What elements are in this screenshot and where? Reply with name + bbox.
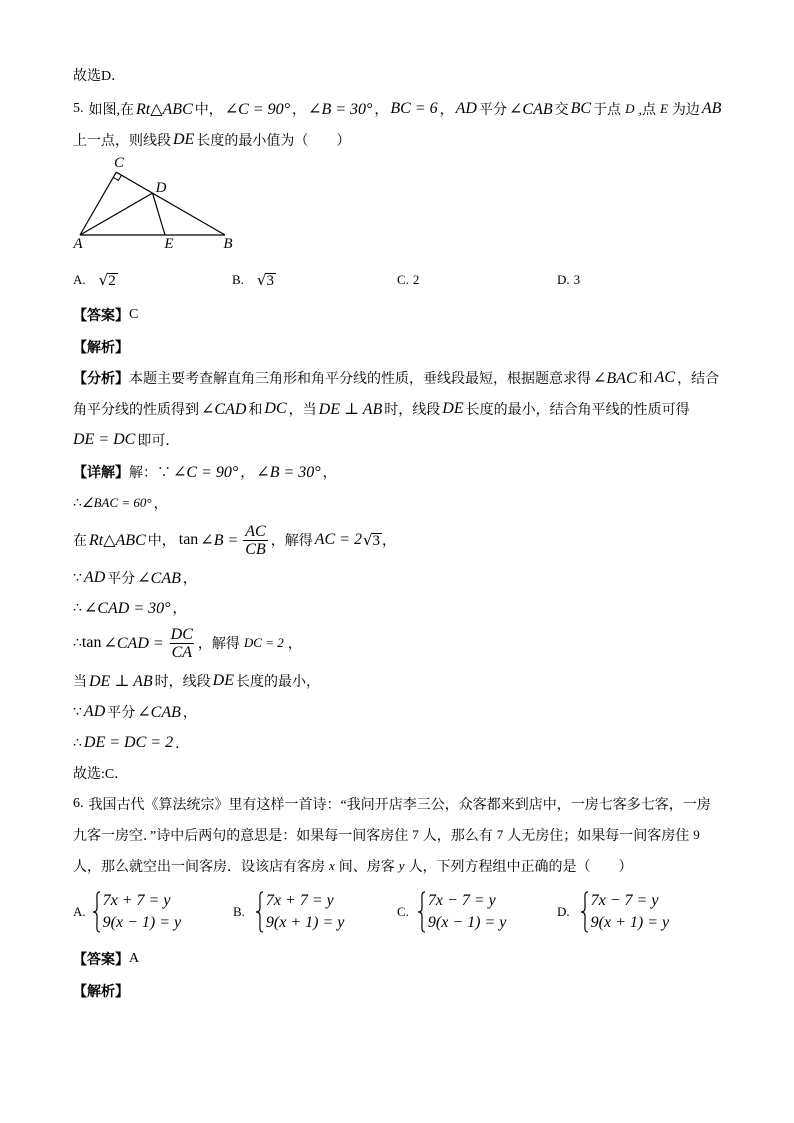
detail-text: ∴ (73, 600, 82, 616)
stem-text: ， (374, 103, 389, 118)
detail-text: 当 (73, 675, 87, 690)
detail-text: 中， (147, 534, 176, 549)
math-expression: AC = 2 (314, 531, 362, 548)
math-expression: ∠B = (200, 532, 239, 549)
solution-tag: 【解析】 (73, 341, 129, 356)
option-label: A. (73, 272, 86, 287)
math-expression: AD (455, 100, 477, 117)
q5-detail-line-6 (73, 623, 302, 663)
stem-text: ,点 (638, 103, 656, 118)
analysis-text: 本题主要考查解直角三角形和角平分线的性质，垂线段最短，根据题意求得 (129, 372, 591, 387)
question-number: 5. (73, 101, 84, 116)
detail-text: ∵ (73, 704, 82, 720)
math-expression: ∠CAB (137, 570, 181, 587)
q5-option-a (73, 270, 118, 290)
option-label: A. (73, 904, 86, 919)
equation: 7x − 7 = y (427, 892, 496, 909)
analysis-text: 和 (248, 403, 263, 418)
math-expression: Rt△ABC (89, 532, 146, 549)
q5-option-c (397, 270, 419, 290)
detail-text: 长度的最小， (235, 675, 320, 690)
stem-text: 于点 (593, 103, 622, 118)
detail-text: 平分 (107, 706, 136, 721)
detail-text: ∴ (73, 735, 82, 751)
option-label: D. (557, 904, 570, 919)
stem-text: 交 (554, 103, 569, 118)
vertex-label-a: A (73, 236, 83, 252)
number-value: 7 (496, 827, 504, 842)
detail-text: ∴ (73, 635, 82, 651)
q6-option-c (397, 890, 506, 934)
detail-text: 在 (73, 534, 87, 549)
q6-answer-line (73, 949, 139, 969)
math-expression: ∠B = 30° (308, 101, 373, 118)
prev-conclusion-line (73, 65, 125, 85)
analysis-text: 长度的最小，结合角平线的性质可得 (465, 403, 690, 418)
answer-value: A (129, 951, 140, 966)
q5-stem-line-1 (73, 99, 723, 119)
vertex-label-e: E (164, 236, 174, 252)
detail-text: 平分 (107, 572, 136, 587)
q5-detail-line-5 (73, 598, 187, 618)
math-expression: ∠C = 90° (173, 464, 239, 481)
conclusion-text: 故选:C． (73, 767, 129, 782)
analysis-text: ，结合 (677, 372, 720, 387)
math-expression: ∠C = 90° (224, 101, 291, 118)
detail-text: ， (182, 706, 197, 721)
stem-text: 平分 (478, 103, 507, 118)
math-expression: AD (83, 569, 106, 586)
conclusion-text: 故选D． (73, 69, 126, 84)
detail-text: ， (182, 572, 197, 587)
function-name: tan (178, 531, 199, 548)
option-label: D. (557, 272, 570, 287)
stem-text: 中， (194, 103, 223, 118)
analysis-text: 角平分线的性质得到 (73, 403, 199, 418)
equation: 9(x − 1) = y (427, 914, 507, 931)
stem-text: ， (292, 103, 307, 118)
fraction (243, 523, 267, 558)
q6-stem-line-1 (73, 794, 711, 814)
q5-analysis-line-1 (73, 368, 719, 388)
q5-detail-line-10 (73, 763, 128, 783)
question-number: 6. (73, 796, 84, 811)
detail-text: ． (175, 737, 190, 752)
q5-detail-line-8 (73, 702, 197, 722)
option-value: 3 (573, 272, 581, 287)
detail-text: ， (287, 637, 302, 652)
equation: 7x + 7 = y (102, 892, 171, 909)
math-expression: ∠CAD = (103, 635, 164, 652)
segment-cb (116, 172, 225, 235)
q5-detail-line-9 (73, 733, 189, 753)
stem-text: 我国古代《算法统宗》里有这样一首诗：“我问开店李三公，众客都来到店中，一房七客多七客，一房 (88, 798, 711, 813)
equation: 9(x − 1) = y (102, 914, 182, 931)
q5-stem-line-2 (73, 130, 350, 150)
q6-stem-line-2 (73, 825, 704, 845)
detail-tag: 【详解】 (73, 466, 129, 481)
q6-solution-tag-line (73, 981, 129, 1001)
detail-text: ， (172, 602, 187, 617)
q6-option-a (73, 890, 181, 934)
stem-text: 人，下列方程组中正确的是（ ） (408, 860, 633, 875)
detail-text: ∵ (73, 570, 82, 586)
stem-text: 人，那么就空出一间客房．设该店有客房 (73, 860, 325, 875)
math-expression: DE = DC (73, 431, 136, 448)
equation: 9(x + 1) = y (590, 914, 670, 931)
math-expression: AB (701, 100, 722, 117)
math-expression: DE (212, 672, 234, 689)
detail-text: 时，线段 (154, 675, 211, 690)
option-label: B. (233, 904, 245, 919)
math-expression: ∠B = 30° (256, 464, 321, 481)
detail-text: ，解得 (197, 637, 240, 652)
segment-ac (80, 172, 116, 235)
stem-text: 如图,在 (88, 103, 134, 118)
math-expression: D (625, 101, 635, 116)
radical-sign: √ (362, 531, 373, 549)
q5-detail-line-3 (73, 520, 396, 560)
stem-text: 为边 (671, 103, 700, 118)
q5-answer-line (73, 305, 138, 325)
math-expression: DC (264, 400, 287, 417)
equation-system (591, 891, 669, 933)
variable: x (329, 858, 335, 873)
radicand: 3 (372, 532, 381, 549)
radical-sign: √ (98, 271, 109, 289)
q5-option-d (557, 270, 580, 290)
option-value: 2 (412, 272, 420, 287)
stem-text: ， (439, 103, 454, 118)
detail-text: ， (382, 534, 397, 549)
analysis-text: ，当 (288, 403, 317, 418)
system-brace (255, 891, 264, 933)
analysis-tag: 【分析】 (73, 372, 129, 387)
q6-stem-line-3 (73, 856, 633, 876)
q5-solution-tag-line (73, 337, 129, 357)
equation: 9(x + 1) = y (265, 914, 345, 931)
number-value: 9 (693, 827, 700, 842)
solution-tag: 【解析】 (73, 985, 129, 1000)
vertex-label-d: D (155, 180, 167, 196)
option-label: C. (397, 272, 409, 287)
fraction-denominator: CA (171, 643, 193, 661)
system-brace (580, 891, 589, 933)
math-expression: DE (173, 131, 195, 148)
fraction-numerator: AC (245, 522, 266, 540)
analysis-text: 时，线段 (384, 403, 441, 418)
stem-text: 长度的最小值为（ ） (196, 134, 351, 149)
math-expression: DC = 2 (243, 635, 284, 650)
stem-text: 人无房住；如果每一间客房住 (507, 829, 690, 844)
analysis-text: 即可． (137, 434, 180, 449)
equation-system (103, 891, 181, 933)
segment-ad (80, 193, 153, 235)
equation-system (428, 891, 506, 933)
math-expression: DE = DC = 2 (83, 734, 174, 751)
answer-tag: 【答案】 (73, 953, 129, 968)
vertex-label-b: B (223, 236, 233, 252)
math-expression: Rt△ABC (136, 101, 193, 118)
detail-text: ， (240, 466, 255, 481)
detail-text: ， (153, 497, 168, 512)
math-expression: ∠CAD (201, 401, 247, 418)
radicand: 2 (108, 272, 116, 289)
math-expression: ∠CAB (137, 704, 181, 721)
math-expression: BC = 6 (390, 100, 438, 117)
q6-option-d (557, 890, 669, 934)
answer-value: C (129, 307, 139, 322)
math-expression: DE ⊥ AB (318, 401, 383, 418)
fraction (169, 626, 195, 661)
variable: y (398, 858, 405, 873)
math-expression: DE ⊥ AB (89, 673, 153, 690)
q5-detail-line-7 (73, 671, 320, 691)
math-expression: DE (442, 400, 464, 417)
fraction-numerator: DC (170, 625, 193, 643)
detail-text: ，解得 (270, 534, 313, 549)
math-expression: BC (570, 100, 592, 117)
analysis-text: 和 (638, 372, 653, 387)
q6-option-b (233, 890, 344, 934)
equation-system (266, 891, 344, 933)
number-value: 7 (412, 827, 419, 842)
radicand: 3 (266, 272, 274, 289)
stem-text: 人，那么有 (422, 829, 493, 844)
math-expression: AC (654, 369, 676, 386)
math-expression: ∠BAC = 60° (81, 495, 152, 510)
detail-text: ， (322, 466, 337, 481)
q5-option-b (232, 270, 276, 290)
equation: 7x − 7 = y (590, 892, 659, 909)
q5-detail-line-1 (73, 462, 337, 482)
stem-text: 间、房客 (338, 860, 395, 875)
math-expression: ∠CAB (508, 101, 553, 118)
option-label: C. (397, 904, 409, 919)
option-label: B. (232, 272, 244, 287)
system-brace (417, 891, 426, 933)
answer-tag: 【答案】 (73, 309, 129, 324)
equation: 7x + 7 = y (265, 892, 334, 909)
math-expression: ∠CAD = 30° (83, 600, 171, 617)
vertex-label-c: C (113, 155, 125, 171)
radical-sign: √ (256, 271, 267, 289)
math-expression: AD (83, 703, 106, 720)
math-expression: E (659, 101, 668, 116)
fraction-denominator: CB (245, 540, 266, 558)
detail-text: ∴ (73, 495, 82, 511)
function-name: tan (81, 634, 102, 651)
system-brace (92, 891, 101, 933)
q5-analysis-line-3 (73, 430, 179, 450)
q5-detail-line-2 (73, 493, 168, 513)
q5-analysis-line-2 (73, 399, 690, 419)
detail-text: 解：∵ (129, 466, 171, 481)
q5-detail-line-4 (73, 568, 197, 588)
triangle-figure (60, 150, 250, 255)
math-expression: ∠BAC (593, 370, 637, 387)
stem-text: 九客一房空．”诗中后两句的意思是：如果每一间客房住 (73, 829, 409, 844)
stem-text: 上一点，则线段 (73, 134, 171, 149)
